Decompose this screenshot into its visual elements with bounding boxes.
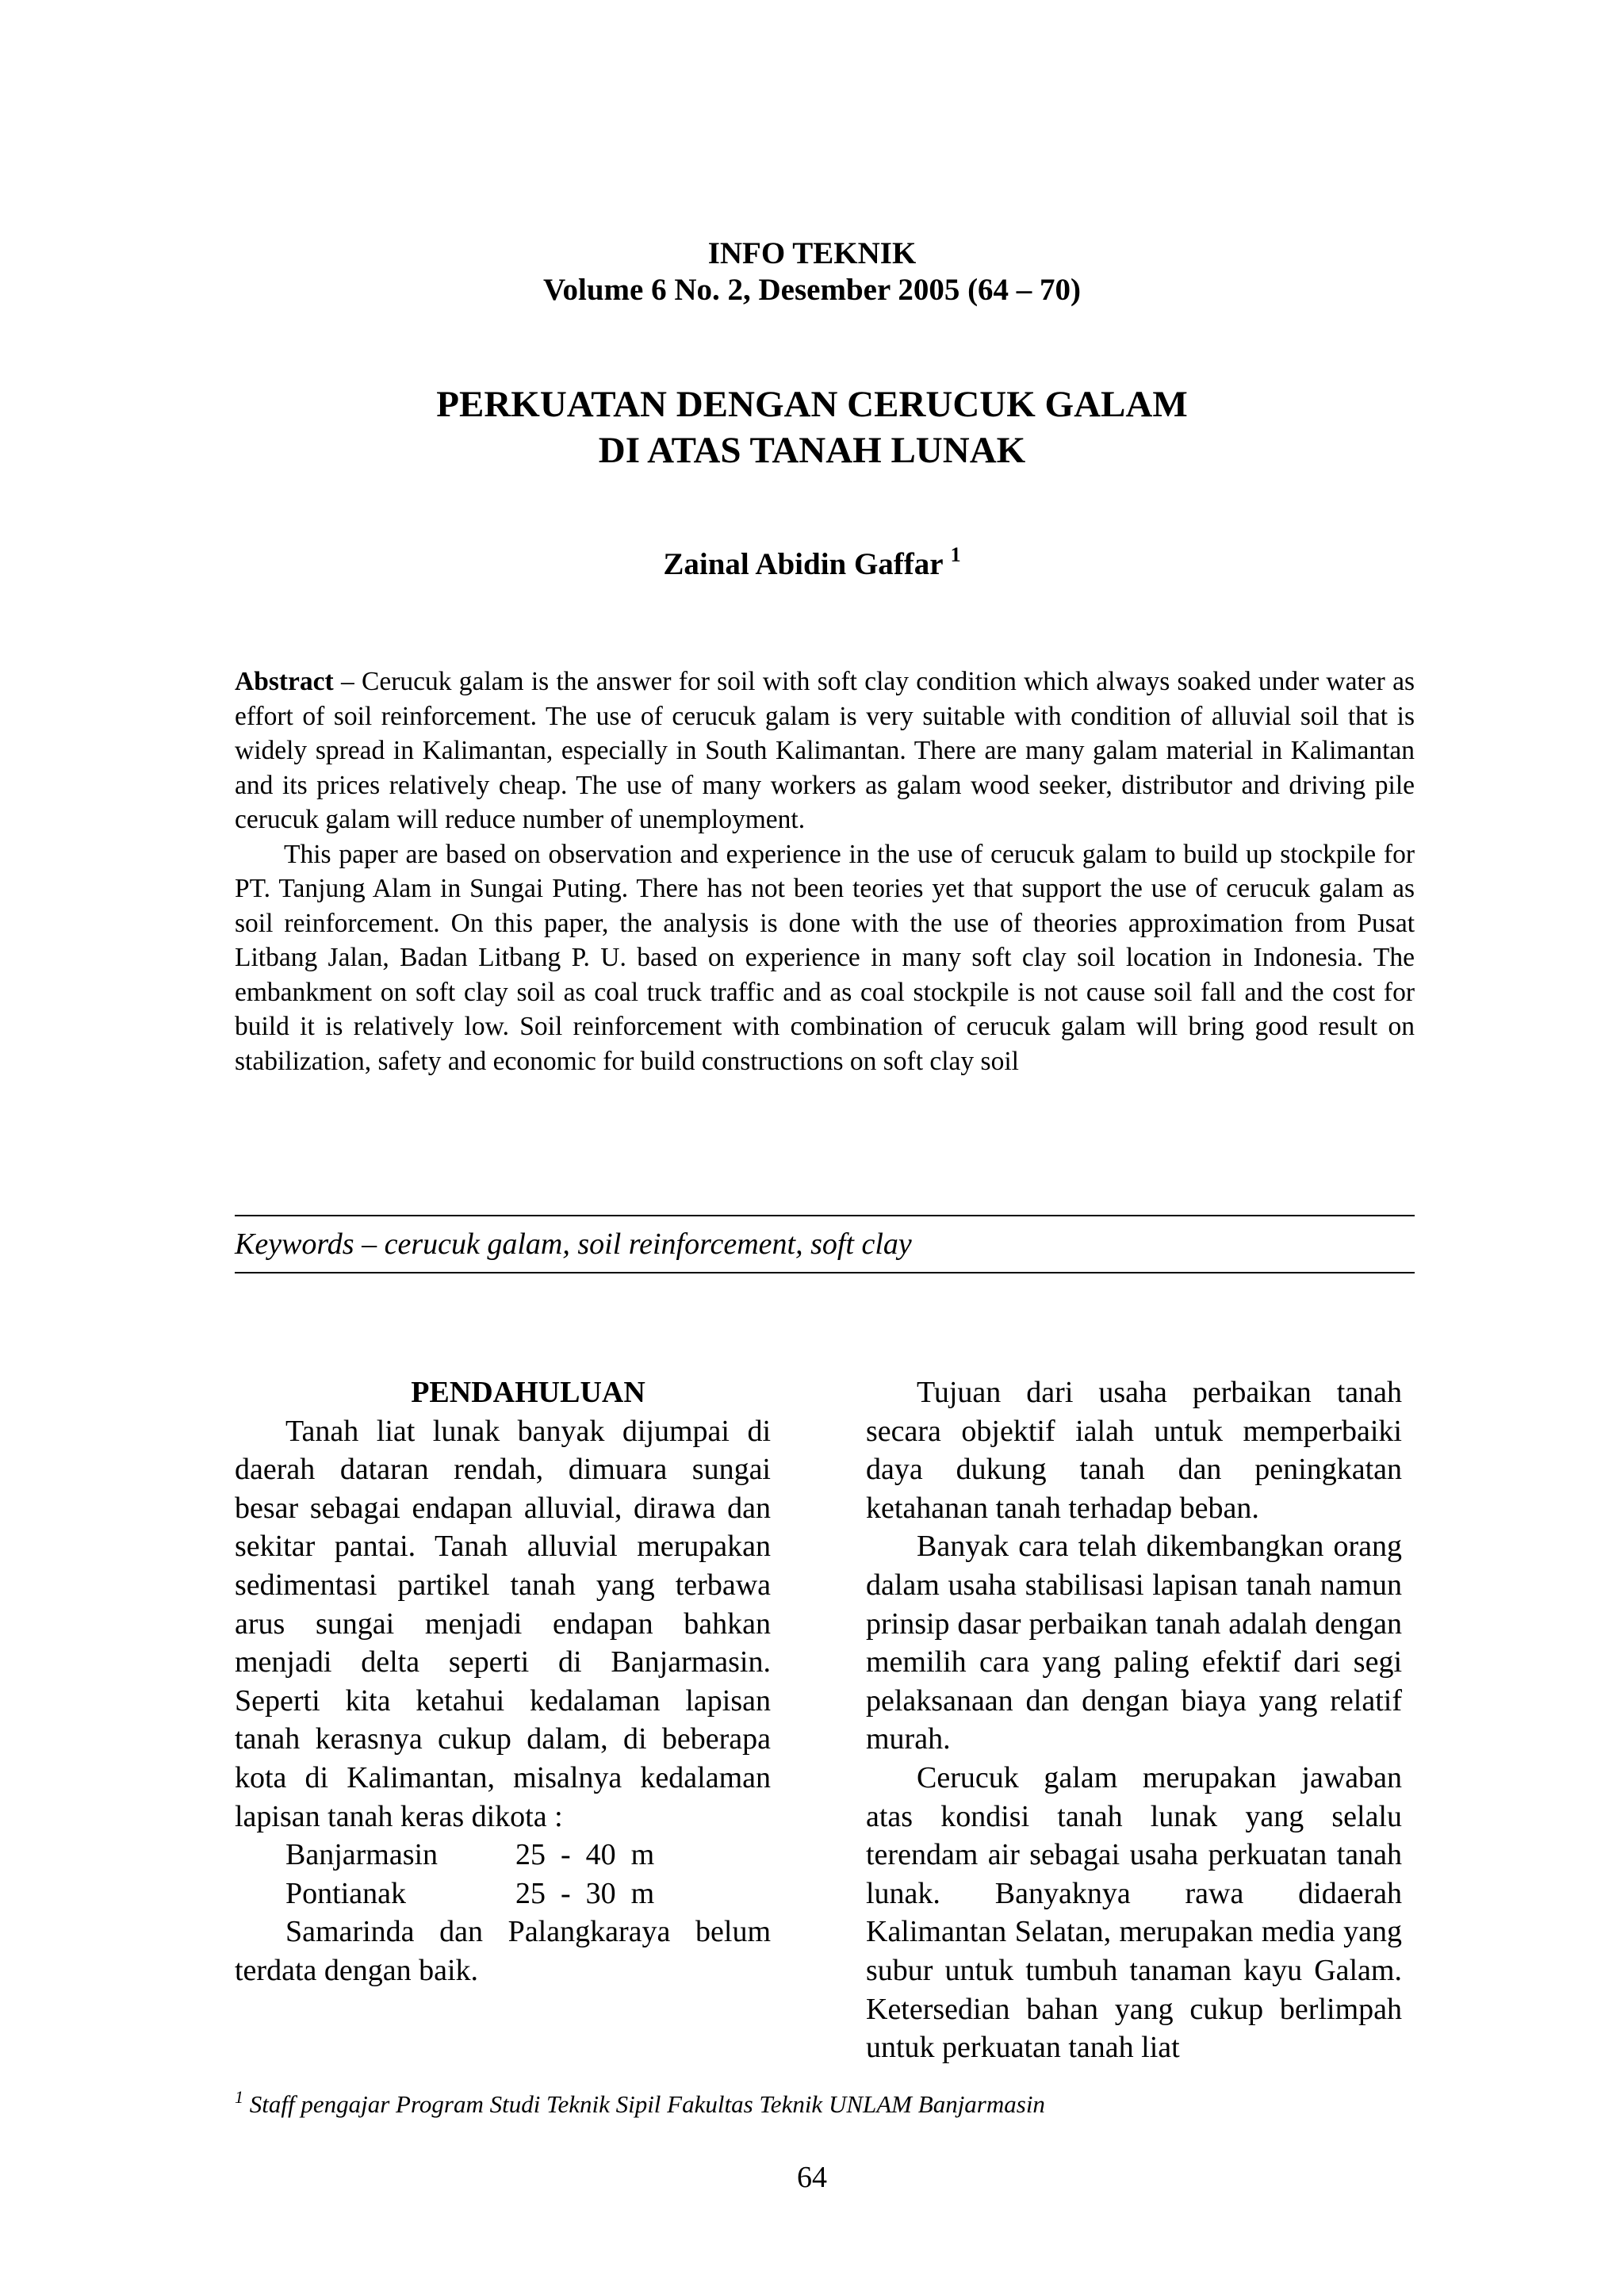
footnote-mark: 1 [235, 2087, 243, 2107]
keywords: Keywords – cerucuk galam, soil reinforcement, soft clay [235, 1227, 912, 1261]
journal-name: INFO TEKNIK [707, 236, 917, 270]
keywords-rule-top [235, 1215, 1415, 1216]
city-name: Pontianak [285, 1876, 406, 1910]
footnote-text: Staff pengajar Program Studi Teknik Sipil Fakultas Teknik UNLAM Banjarmasin [243, 2090, 1045, 2118]
abstract [235, 664, 1415, 1078]
paper-title-line-1: PERKUATAN DENGAN CERUCUK GALAM [436, 384, 1188, 425]
author-name: Zainal Abidin Gaffar [663, 547, 943, 581]
footnote [235, 2087, 1045, 2122]
journal-volume: Volume 6 No. 2, Desember 2005 (64 – 70) [542, 273, 1082, 307]
section-heading: PENDAHULUAN [411, 1376, 645, 1409]
city-depth-range: 25 - 40 m [515, 1838, 655, 1872]
right-paragraph-3: Cerucuk galam merupakan jawaban atas kondisi tanah lunak yang selalu terendam air sebagai usaha perkuatan tanah lunak. Banyaknya rawa didaerah Kalimantan Selatan, merupakan media yang subur untuk tumbuh tanaman kayu Galam. Ketersedian bahan yang cukup berlimpah untuk perkuatan tanah liat [866, 1760, 1402, 2065]
city-depth-row [235, 1875, 771, 1913]
left-paragraph-2: Samarinda dan Palangkaraya belum terdata dengan baik. [235, 1915, 771, 1987]
abstract-paragraph-1 [235, 664, 1415, 837]
left-column [235, 1373, 771, 1990]
author-footnote-mark: 1 [950, 543, 961, 566]
right-paragraph-1: Tujuan dari usaha perbaikan tanah secara objektif ialah untuk memperbaiki daya dukung tanah dan peningkatan ketahanan tanah terhadap beban. [866, 1376, 1402, 1525]
city-depth-range: 25 - 30 m [515, 1876, 655, 1910]
page-number: 64 [797, 2161, 827, 2194]
abstract-label: Abstract [235, 667, 334, 696]
abstract-paragraph-2: This paper are based on observation and experience in the use of cerucuk galam to build up stockpile for PT. Tanjung Alam in Sungai Puting. There has not been teories yet that support the use of cerucuk galam as soil reinforcement. On this paper, the analysis is done with the use of theories approximation from Pusat Litbang Jalan, Badan Litbang P. U. based on experience in many soft clay soil location in Indonesia. The embankment on soft clay soil as coal truck traffic and as coal stockpile is not cause soil fall and the cost for build it is relatively low. Soil reinforcement with combination of cerucuk galam will bring good result on stabilization, safety and economic for build constructions on soft clay soil [235, 839, 1415, 1076]
right-column [866, 1373, 1402, 2067]
city-depth-row [235, 1836, 771, 1875]
keywords-rule-bottom [235, 1272, 1415, 1273]
abstract-paragraph-1-text: – Cerucuk galam is the answer for soil with soft clay condition which always soaked under water as effort of soil reinforcement. The use of cerucuk galam is very suitable with condition of alluvial soil that is widely spread in Kalimantan, especially in South Kalimantan. There are many galam material in Kalimantan and its prices relatively cheap. The use of many workers as galam wood seeker, distributor and driving pile cerucuk galam will reduce number of unemployment. [235, 667, 1415, 834]
city-name: Banjarmasin [285, 1838, 439, 1872]
right-paragraph-2: Banyak cara telah dikembangkan orang dalam usaha stabilisasi lapisan tanah namun prinsip dasar perbaikan tanah adalah dengan memilih cara yang paling efektif dari segi pelaksanaan dan dengan biaya yang relatif murah. [866, 1530, 1402, 1756]
paper-title-line-2: DI ATAS TANAH LUNAK [598, 430, 1026, 471]
left-paragraph-1: Tanah liat lunak banyak dijumpai di daerah dataran rendah, dimuara sungai besar sebagai endapan alluvial, dirawa dan sekitar pantai. Tanah alluvial merupakan sedimentasi partikel tanah yang terbawa arus sungai menjadi endapan bahkan menjadi delta seperti di Banjarmasin. Seperti kita ketahui kedalaman lapisan tanah kerasnya cukup dalam, di beberapa kota di Kalimantan, misalnya kedalaman lapisan tanah keras dikota : [235, 1414, 771, 1833]
author [0, 542, 1624, 587]
